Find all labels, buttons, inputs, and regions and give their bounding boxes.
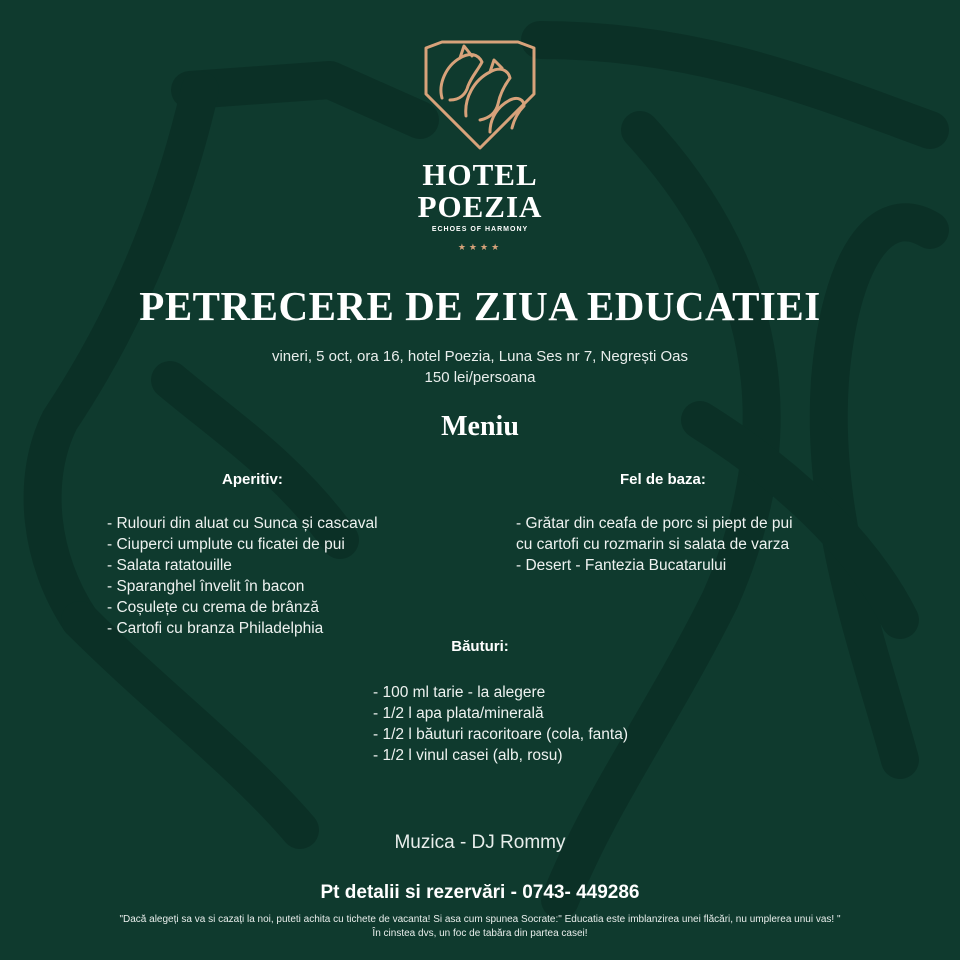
- footer-note-line2: În cinstea dvs, un foc de tabăra din partea casei!: [372, 928, 588, 939]
- event-title: PETRECERE DE ZIUA EDUCATIEI: [139, 283, 821, 329]
- list-item: - Desert - Fantezia Bucatarului: [516, 557, 727, 574]
- list-item: - 1/2 l băuturi racoritoare (cola, fanta): [373, 726, 629, 743]
- hotel-tagline: ECHOES OF HARMONY: [431, 226, 529, 233]
- hotel-name-line2: POEZIA: [417, 189, 543, 224]
- list-item: - Rulouri din aluat cu Sunca și cascaval: [107, 515, 378, 532]
- main-course-list: [516, 513, 793, 576]
- contact-phone: Pt detalii si rezervări - 0743- 449286: [320, 882, 640, 903]
- hotel-star-rating: ★★★★: [457, 242, 503, 252]
- list-item: - Grătar din ceafa de porc si piept de pui: [516, 515, 793, 532]
- list-item: - 1/2 l vinul casei (alb, rosu): [373, 747, 563, 764]
- list-item: - 1/2 l apa plata/minerală: [373, 705, 544, 722]
- list-item: - Coșulețe cu crema de brânză: [107, 599, 319, 616]
- list-item: - Salata ratatouille: [107, 557, 232, 574]
- list-item: cu cartofi cu rozmarin si salata de varza: [516, 536, 790, 553]
- list-item: - Ciuperci umplute cu ficatei de pui: [107, 536, 345, 553]
- list-item: - Cartofi cu branza Philadelphia: [107, 620, 324, 637]
- drinks-list: [373, 682, 628, 766]
- event-price: 150 lei/persoana: [424, 369, 536, 386]
- event-date-location: vineri, 5 oct, ora 16, hotel Poezia, Luna Ses nr 7, Negrești Oas: [271, 348, 689, 365]
- list-item: - Sparanghel învelit în bacon: [107, 578, 305, 595]
- aperitiv-title: Aperitiv:: [222, 471, 283, 488]
- list-item: - 100 ml tarie - la alegere: [373, 684, 546, 701]
- hotel-name-line1: HOTEL: [422, 157, 538, 192]
- main-course-title: Fel de baza:: [620, 471, 706, 488]
- menu-heading: Meniu: [441, 411, 519, 442]
- event-details: [0, 346, 960, 388]
- footer-note-line1: "Dacă alegeți sa va si cazați la noi, puteti achita cu tichete de vacanta! Si asa cum spunea Socrate:" Educatia este imblanzirea unei flăcări, nu umplerea unui vas! ": [119, 914, 841, 925]
- footer-note: [0, 913, 960, 941]
- music-info: Muzica - DJ Rommy: [394, 832, 566, 853]
- aperitiv-list: [107, 513, 378, 639]
- horse-heads-logo-icon: [420, 36, 540, 152]
- drinks-title: Băuturi:: [451, 638, 509, 655]
